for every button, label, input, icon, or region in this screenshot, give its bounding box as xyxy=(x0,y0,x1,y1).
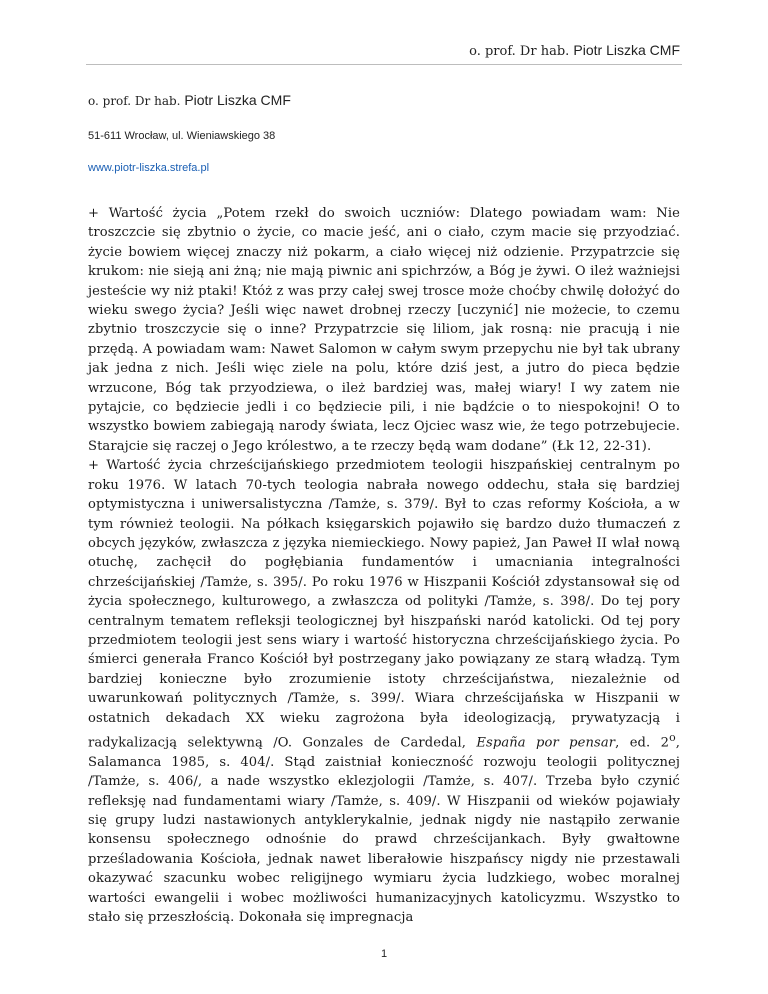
paragraph-1: + Wartość życia „Potem rzekł do swoich uczniów: Dlatego powiadam wam: Nie troszczcie się zbytnio o życie, co macie jeść, ani o ciało, czym macie się przyodziać. życie bowiem więcej znaczy niż pokarm, a ciało więcej niż odzienie. Przypatrzcie się krukom: nie sieją ani żną; nie mają piwnic ani spichrzów, a Bóg je żywi. O ileż ważniejsi jesteście wy niż ptaki! Któż z was przy całej swej trosce może choćby chwilę dołożyć do wieku swego życia? Jeśli więc nawet drobnej rzeczy [uczynić] nie możecie, to czemu zbytnio troszczycie się o inne? Przypatrzcie się liliom, jak rosną: nie pracują i nie przędą. A powiadam wam: Nawet Salomon w całym swym przepychu nie był tak ubrany jak jedna z nich. Jeśli więc ziele na polu, które dziś jest, a jutro do pieca będzie wrzucone, Bóg tak przyodziewa, o ileż bardziej was, małej wiary! I wy zatem nie pytajcie, co będziecie jedli i co będziecie pili, i nie bądźcie o to niespokojni! O to wszystko bowiem zabiegają narody świata, lecz Ojciec wasz wie, że tego potrzebujecie. Starajcie się raczej o Jego królestwo, a te rzeczy będą wam dodane” (Łk 12, 22-31). xyxy=(88,206,680,454)
book-title: España por pensar xyxy=(476,735,616,751)
paragraph-2 xyxy=(88,456,680,927)
page-number: 1 xyxy=(380,948,388,960)
running-header xyxy=(469,42,680,59)
document-body xyxy=(88,204,680,927)
author-address: 51-611 Wrocław, ul. Wieniawskiego 38 xyxy=(88,130,276,142)
paragraph-2-part-a: + Wartość życia chrześcijańskiego przedmiotem teologii hiszpańskiej centralnym po roku 1976. W latach 70-tych teologia nabrała nowego oddechu, stała się bardziej optymistyczna i uniwersalistyczna /Tamże, s. 379/. Był to czas reformy Kościoła, a w tym również teologii. Na półkach księgarskich pojawiło się bardzo dużo tłumaczeń z obcych języków, zwłaszcza z języka niemieckiego. Nowy papież, Jan Paweł II wlał nową otuchę, zachęcił do pogłębiania fundamentów i umacniania integralności chrześcijańskiej /Tamże, s. 395/. Po roku 1976 w Hiszpanii Kościół zdystansował się od życia społecznego, kulturowego, a zwłaszcza od polityki /Tamże, s. 398/. Do tej pory centralnym tematem refleksji teologicznej był hiszpański naród katolicki. Od tej pory przedmiotem teologii jest sens wiary i wartość historyczna chrześcijańskiego życia. Po śmierci generała Franco Kościół był postrzegany jako powiązany ze starą władzą. Tym bardziej konieczne było zrozumienie istoty chrześcijaństwa, niezależnie od uwarunkowań politycznych /Tamże, s. 399/. Wiara chrześcijańska w Hiszpanii w ostatnich dekadach XX wieku zagrożona była ideologizacją, prywatyzacją i radykalizacją selektywną /O. Gonzales de Cardedal, xyxy=(88,458,680,751)
author-prefix: o. prof. Dr hab. xyxy=(88,94,181,108)
header-prefix: o. prof. Dr hab. xyxy=(469,44,570,59)
paragraph-2-part-b: , ed. 2 xyxy=(615,735,670,751)
header-name: Piotr Liszka CMF xyxy=(573,42,680,58)
paragraph-2-part-c: , Salamanca 1985, s. 404/. Stąd zaistniał konieczność rozwoju teologii politycznej /Tamże, s. 406/, a nade wszystko eklezjologii /Tamże, s. 407/. Trzeba było czynić refleksję nad fundamentami wiary /Tamże, s. 409/. W Hiszpanii od wieków pojawiały się grupy ludzi nastawionych antyklerykalnie, jednak nigdy nie nastąpiło zerwanie konsensu społecznego odnośnie do prawd chrześcijankach. Były gwałtowne prześladowania Kościoła, jednak nawet liberałowie hiszpańscy nigdy nie przestawali okazywać szacunku wobec religijnego wymiaru życia ludzkiego, wobec moralnej wartości ewangelii i wobec możliwości humanizacyjnych katolicyzmu. Wszystko to stało się przeszłością. Dokonała się impregnacja xyxy=(88,735,680,925)
header-divider xyxy=(86,64,682,65)
edition-superscript: o xyxy=(669,730,676,744)
author-name: Piotr Liszka CMF xyxy=(184,92,291,108)
author-line xyxy=(88,92,291,108)
website-link[interactable]: www.piotr-liszka.strefa.pl xyxy=(88,162,210,174)
